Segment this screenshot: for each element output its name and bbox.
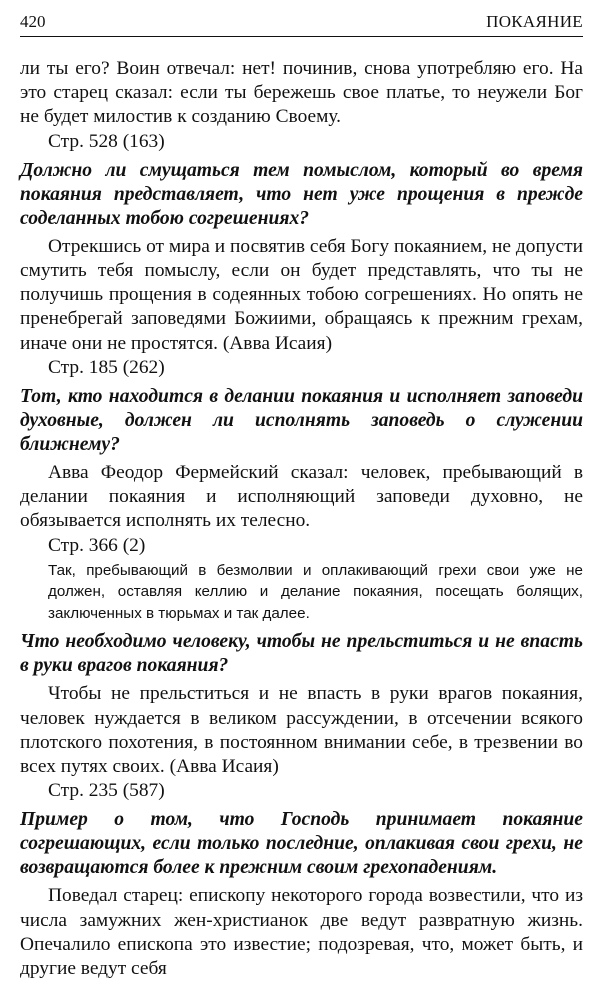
- answer-paragraph: Отрекшись от мира и посвятив себя Богу покаянием, не допусти смутить тебя помыслу, если он будет представлять, что ты не получишь прощения в содеянных тобою согрешениях. Но опять не пренебрегай заповедями Божиими, обращаясь к прежним грехам, иначе они не простятся. (Авва Исаия): [20, 235, 583, 354]
- question-heading: Должно ли смущаться тем помыслом, который во время покаяния представляет, что нет уже прощения в прежде соделанных тобою согрешениях?: [20, 159, 583, 229]
- running-title: ПОКАЯНИЕ: [486, 12, 583, 31]
- editor-note: Так, пребывающий в безмолвии и оплакивающий грехи свои уже не должен, оставляя келлию и делание покаяния, посещать болящих, заключенных в тюрьмах и так далее.: [48, 561, 583, 622]
- paragraph-continued: ли ты его? Воин отвечал: нет! починив, снова употребляю его. На это старец сказал: если ты бережешь свое платье, то неужели Бог не будет милостив к созданию Своему.: [20, 58, 583, 128]
- source-reference: Стр. 235 (587): [48, 780, 165, 802]
- answer-paragraph: Авва Феодор Фермейский сказал: человек, пребывающий в делании покаяния и исполняющий заповеди духовно, не обязывается исполнять их телесно.: [20, 462, 583, 532]
- page-number: 420: [20, 12, 46, 31]
- source-reference: Стр. 366 (2): [48, 534, 146, 556]
- source-reference: Стр. 528 (163): [48, 130, 165, 152]
- question-heading: Что необходимо человеку, чтобы не прельститься и не впасть в руки врагов покаяния?: [20, 631, 583, 677]
- book-page: [20, 0, 583, 981]
- source-reference: Стр. 185 (262): [48, 356, 165, 378]
- page-body: [20, 37, 583, 981]
- running-header: [20, 0, 583, 37]
- answer-paragraph: Чтобы не прельститься и не впасть в руки врагов покаяния, человек нуждается в великом рассуждении, в отсечении всякого плотского похотения, в постоянном внимании себе, в трезвении во всех путях своих. (Авва Исаия): [20, 683, 583, 777]
- answer-paragraph: Поведал старец: епископу некоторого города возвестили, что из числа замужних жен-христианок две ведут развратную жизнь. Опечалило епископа это известие; подозревая, что, может быть, и другие ведут себя: [20, 885, 583, 979]
- question-heading: Тот, кто находится в делании покаяния и исполняет заповеди духовные, должен ли исполнять заповедь о служении ближнему?: [20, 386, 583, 456]
- question-heading: Пример о том, что Господь принимает покаяние согрешающих, если только последние, оплакивая свои грехи, не возвращаются более к прежним своим грехопадениям.: [20, 809, 583, 879]
